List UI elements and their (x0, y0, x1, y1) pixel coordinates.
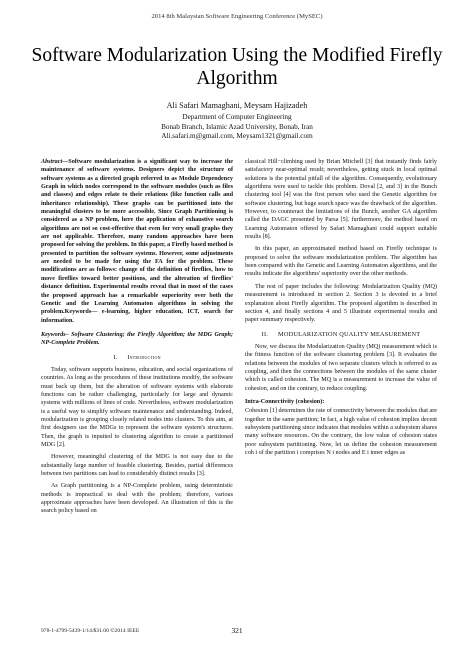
right-column (245, 158, 437, 461)
conference-header: 2014 8th Malaysian Software Engineering Conference (MySEC) (151, 13, 323, 20)
abstract-lead: Abstract— (41, 159, 69, 165)
intro-paragraph-2: However, meaningful clustering of the MDG is not easy due to the substantially large number of feasible clustering. Besides, partial differences between two partitions can lead to considerably distinct results [3]. (41, 454, 233, 478)
intro-paragraph-6: The rest of paper includes the following: Modularization Quality (MQ) measurement is introduced in section 2. Section 3 is devoted to a brief explanation about Firefly algorithm. The proposed algorithm is described in section 4, and finally sections 4 and 5 illustrate experimental results and paper summary respectively. (245, 283, 437, 324)
section-number: I. (113, 353, 118, 361)
abstract-body: Software modularization is a significant way to increase the maintenance of software systems. Designers depict the structure of software systems as a directed graph referred to as Module Dependency Graph in which nodes correspond to the software modules (such as files and classes) and edges relate to their relations (like function calls and inheritance relationship). These graphs can be partitioned into the meaningful clusters to be more accessible. Since Graph Partitioning is considered as a NP problem, here the application of exhaustive search algorithms are not so cost-effective that even for very small graphs they are not applicable. Therefore, many random approaches have been proposed for solving the problem. In this paper, a Firefly based method is presented to partition the software systems. However, some adjustments are needed to be made for using the FA for the problem. These modifications are as follows: change of the definition of fireflies, how to move fireflies toward better positions, and the alteration of fireflies' distance definition. Experimental results reveal that in most of the cases the proposed approach has a remarkable superiority over both the Genetic and the Learning Automaton algorithms in solving the problem.Keywords— e-learning, higher education, ICT, search for information. (41, 159, 233, 324)
section-number: II. (261, 330, 269, 338)
keywords: Keywords– Software Clustering; the Firefly Algorithm; the MDG Graph; NP-Complete Problem. (41, 331, 233, 347)
section-title: MODULARIZATION QUALITY MEASUREMENT (278, 330, 421, 338)
section-title: Introduction (127, 353, 161, 361)
subheading-cohesion: Intra-Connectivity (cohesion): (245, 398, 325, 405)
page-number: 321 (231, 626, 243, 635)
affiliation-institution: Bonab Branch, Islamic Azad University, Bonab, Iran (161, 122, 313, 131)
intro-paragraph-4: classical Hill−climbing used by Brian Mitchell [3] that instantly finds fairly satisfactory near-optimal result; nevertheless, getting stuck in local optimal solutions is the potential pitfall of the algorithm. Consequently, evolutionary algorithms were used to tackle this problem. Doval [2, and 3] in the Bunch clustering tool [4] was the first person who used the Genetic algorithm for software clustering, but huge search space was the drawback of the algorithm. However, to counteract the limitations of the Bunch, another GA algorithm called the DAGC presented by Parsa [5]. furthermore, the method based on Learning Automaton offered by Safari Mamaghani could support suitable results [8]. (245, 159, 437, 241)
affiliation-department: Department of Computer Engineering (182, 113, 292, 121)
paper-authors: Ali Safari Mamaghani, Meysam Hajizadeh (166, 101, 308, 110)
intro-paragraph-3: As Graph partitioning is a NP-Complete problem, using deterministic methods is impractical to deal with the problem; therefore, various approximate approaches have been developed. An illustration of this is the search policy based on (41, 483, 233, 515)
intro-paragraph-1: Today, software supports business, education, and social organizations of countries. As long as the procedures of these institutions modify, the software must back up them, but the alteration of software systems with elaborate functions can be rather challenging, particularly for large and dynamic systems with millions of lines of code. Nevertheless, software modularization is a useful way to simplify software maintenance and understanding. Indeed, modularization is grouping closely related nodes into clusters. To this aim, at first designers use the MDGs to represent the software system's structures. Then, the graph is inputted to clustering algorithm to create a partitioned MDG [2]. (41, 366, 233, 448)
mq-paragraph-1: Now, we discuss the Modularization Quality (MQ) measurement which is the fitness function of the software clustering problem [3]. It evaluates the relations between the modules of two separate clusters which is referred to as coupling, and then the connections between the modules of the same cluster which is called cohesion. The MQ is a measurement to increase the value of cohesion, and on the contrary, to reduce coupling. (245, 343, 437, 392)
intro-paragraph-5: In this paper, an approximated method based on Firefly technique is proposed to solve the software modularization problem. The algorithm has been compared with the Genetic and Learning Automaton algorithms, and the results indicate the algorithms' superiority over the other methods. (245, 246, 437, 278)
cohesion-paragraph: Cohesion [1] determines the rate of connectivity between the modules that are together in the same partition; In fact, a high value of cohesion implies decent subsystem partitioning since indicates that modules within a subsystem shares many software resources. On the contrary, the low value of cohesion states poor subsystem partitioning. Now, let us define the cohesion measurement coh i of the partition i comprises N i nodes and E i inner edges as (245, 408, 437, 456)
left-column (41, 158, 233, 520)
abstract (41, 158, 233, 325)
affiliation-block (0, 113, 474, 142)
paper-title: Software Modularization Using the Modified Firefly Algorithm (31, 45, 443, 89)
footer-isbn: 978-1-4799-5439-1/14/$31.00 ©2014 IEEE (41, 628, 140, 634)
section-heading-introduction (41, 354, 233, 362)
section-heading-mq (245, 331, 437, 339)
affiliation-emails: Ali.safari.m@gmail.com, Meysam1321@gmail.com (161, 132, 313, 141)
